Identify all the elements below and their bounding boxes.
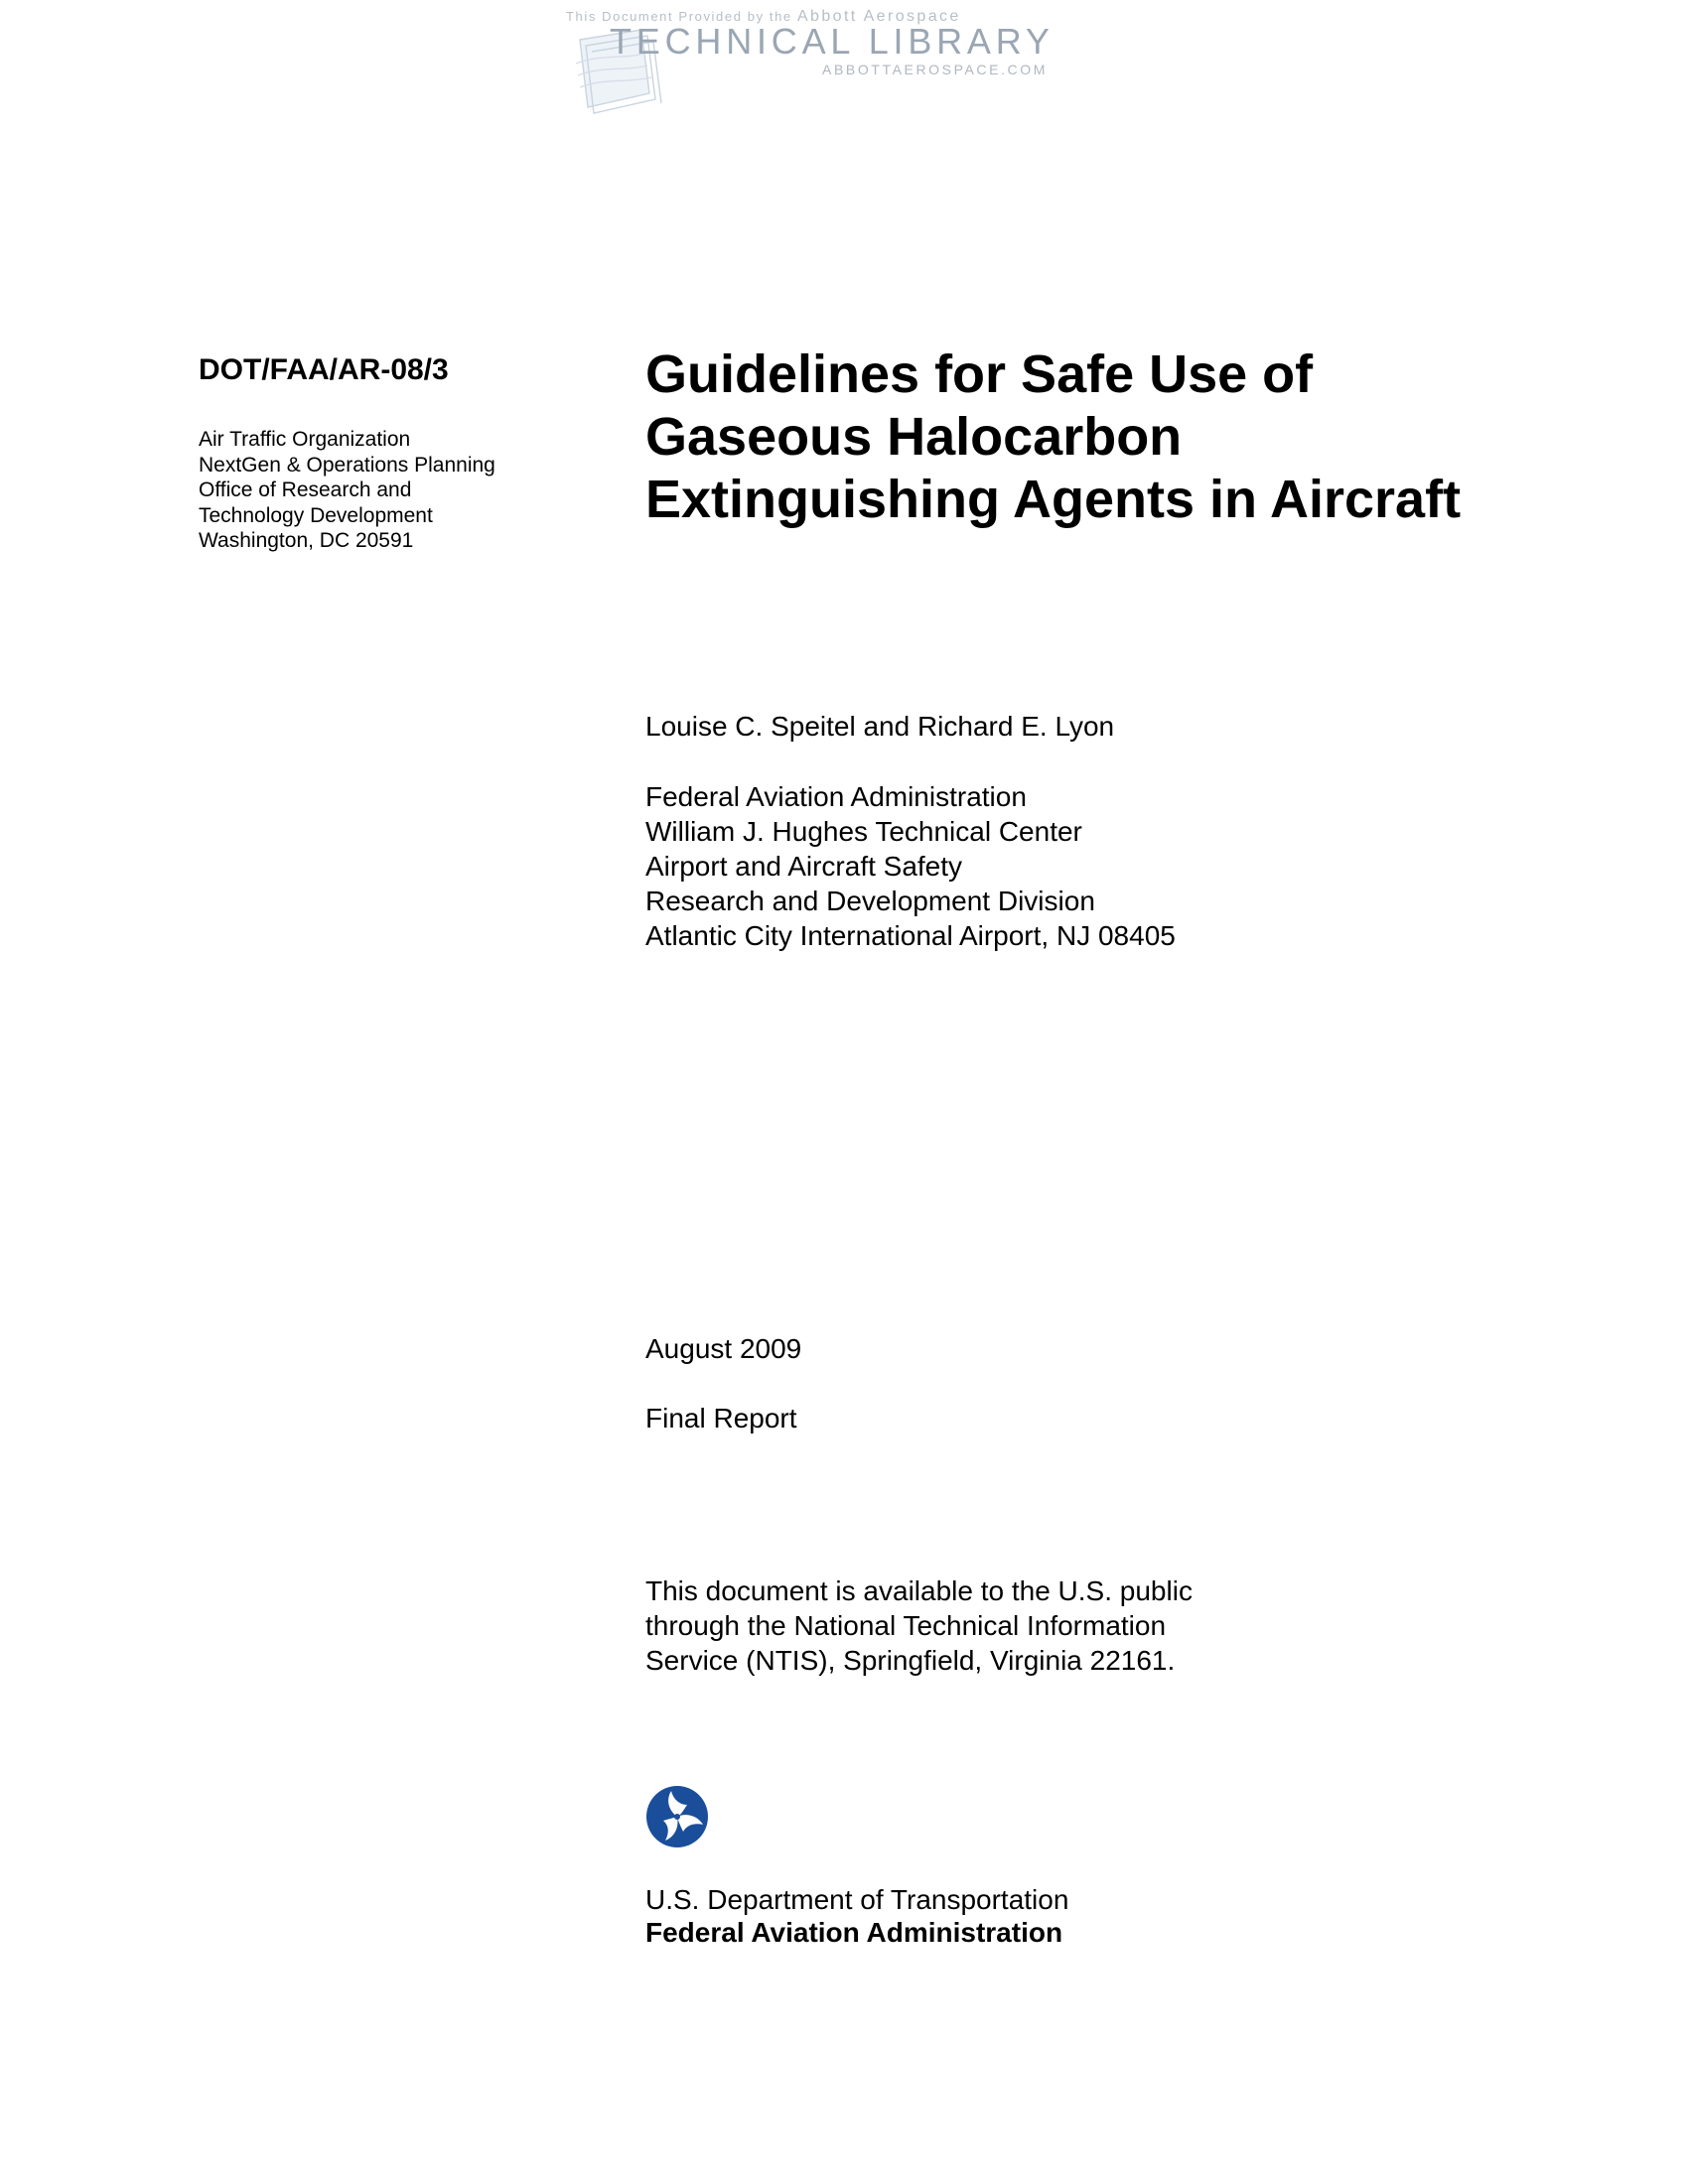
technical-library-watermark (566, 4, 1082, 115)
sponsor-line: Air Traffic Organization (199, 428, 411, 451)
availability-statement (645, 1573, 1193, 1678)
sponsor-line: Office of Research and (199, 478, 412, 501)
sponsor-line: Washington, DC 20591 (199, 529, 414, 552)
organization-line: Federal Aviation Administration (645, 781, 1027, 812)
dot-triskelion-icon (645, 1785, 709, 1848)
organization-line: Airport and Aircraft Safety (645, 851, 963, 882)
report-type: Final Report (645, 1403, 797, 1433)
footer-department: U.S. Department of Transportation (645, 1884, 1069, 1915)
organization-line: William J. Hughes Technical Center (645, 816, 1082, 847)
report-number: DOT/FAA/AR-08/3 (199, 353, 449, 386)
watermark-library-title: TECHNICAL LIBRARY (610, 21, 1055, 62)
watermark-provider-name: Abbott Aerospace (796, 8, 961, 25)
availability-line: Service (NTIS), Springfield, Virginia 22161. (645, 1645, 1176, 1676)
organization-line: Atlantic City International Airport, NJ 08405 (645, 920, 1176, 951)
report-title-line: Gaseous Halocarbon (645, 407, 1183, 467)
report-title-line: Extinguishing Agents in Aircraft (645, 470, 1462, 529)
watermark-provider-text: This Document Provided by the (566, 9, 792, 24)
report-title-line: Guidelines for Safe Use of (645, 344, 1314, 404)
report-date: August 2009 (645, 1333, 802, 1364)
report-title (645, 343, 1461, 531)
availability-line: through the National Technical Information (645, 1610, 1167, 1641)
sponsor-address-block (199, 427, 495, 554)
report-authors: Louise C. Speitel and Richard E. Lyon (645, 711, 1115, 742)
watermark-website: ABBOTTAEROSPACE.COM (822, 62, 1049, 77)
availability-line: This document is available to the U.S. public (645, 1575, 1193, 1606)
organization-line: Research and Development Division (645, 886, 1095, 916)
sponsor-line: Technology Development (199, 503, 433, 527)
sponsor-line: NextGen & Operations Planning (199, 453, 495, 477)
performing-organization-block (645, 779, 1176, 953)
footer-agency: Federal Aviation Administration (645, 1917, 1063, 1948)
